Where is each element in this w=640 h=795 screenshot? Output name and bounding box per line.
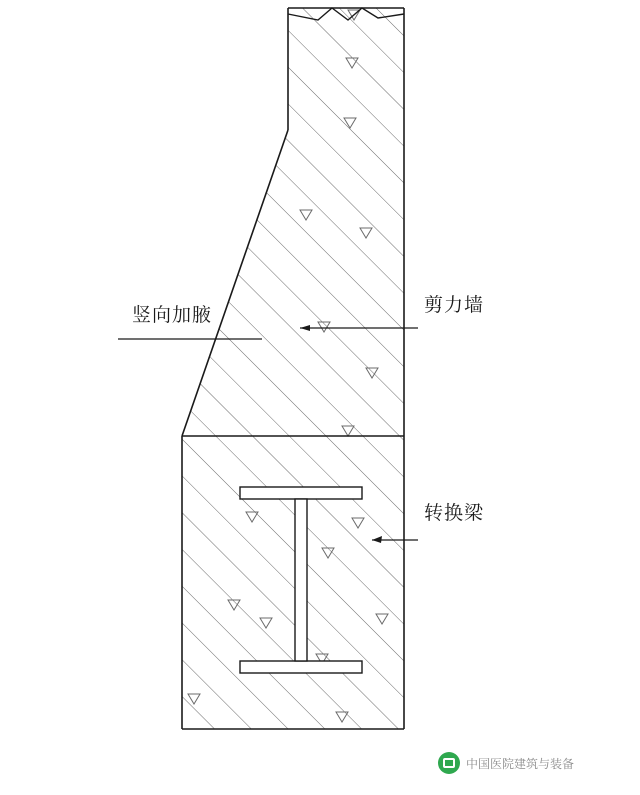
label-vertical-haunch: 竖向加腋 <box>132 304 213 326</box>
shear-wall-hatch <box>280 0 416 448</box>
vertical-haunch-hatch <box>175 125 300 445</box>
label-shear-wall: 剪力墙 <box>424 294 485 316</box>
watermark <box>438 752 574 774</box>
wechat-official-account-icon <box>438 752 460 774</box>
label-transfer-beam: 转换梁 <box>424 502 485 524</box>
watermark-text: 中国医院建筑与装备 <box>466 756 575 771</box>
